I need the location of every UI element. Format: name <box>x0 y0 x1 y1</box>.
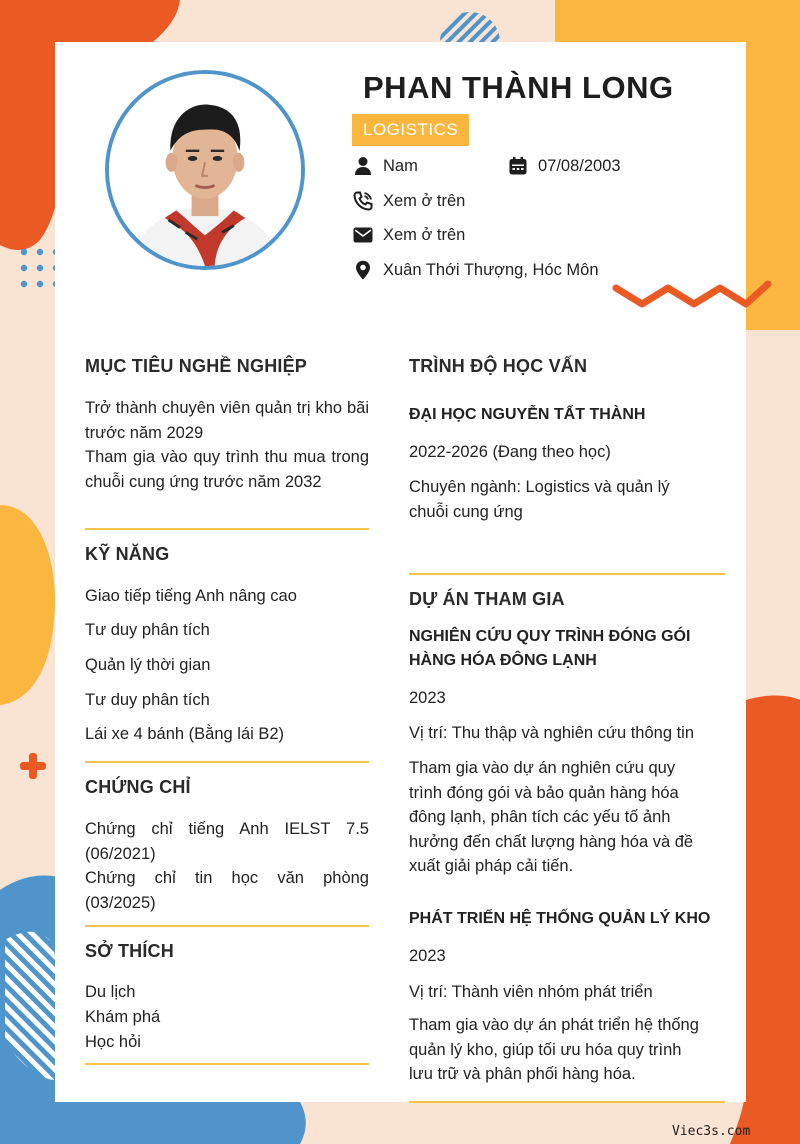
birthdate-row <box>508 156 621 176</box>
objective-title: MỤC TIÊU NGHỀ NGHIỆP <box>85 356 308 376</box>
projects-title: DỰ ÁN THAM GIA <box>409 589 565 609</box>
section-divider <box>85 761 369 763</box>
project-position: Vị trí: Thu thập và nghiên cứu thông tin <box>409 724 695 742</box>
phone-icon <box>353 191 373 211</box>
skills-title: KỸ NĂNG <box>85 544 170 564</box>
certificates-title: CHỨNG CHỈ <box>85 777 191 797</box>
role-badge: LOGISTICS <box>352 114 469 146</box>
section-divider <box>85 1063 369 1065</box>
project-year: 2023 <box>409 689 446 707</box>
skill-item: Giao tiếp tiếng Anh nâng cao <box>85 587 297 605</box>
project-position: Vị trí: Thành viên nhóm phát triển <box>409 983 653 1001</box>
gender-row <box>353 156 418 176</box>
avatar-photo <box>109 74 301 266</box>
hobby-item: Khám phá <box>85 1008 161 1026</box>
section-divider <box>85 528 369 530</box>
email-row <box>353 225 465 245</box>
education-period: 2022-2026 (Đang theo học) <box>409 443 611 461</box>
section-divider <box>409 573 725 575</box>
project-description: Tham gia vào dự án nghiên cứu quy trình đóng gói và bảo quản hàng hóa đông lạnh, phân tích các yếu tố ảnh hưởng đến chất lượng hàng hóa và đề xuất giải pháp cải tiến. <box>409 759 694 875</box>
hobby-item: Học hỏi <box>85 1033 141 1051</box>
project-description: Tham gia vào dự án phát triển hệ thống quản lý kho, giúp tối ưu hóa quy trình lưu trữ và phân phối hàng hóa. <box>409 1016 699 1083</box>
avatar <box>105 70 305 270</box>
section-divider <box>85 925 369 927</box>
address-value: Xuân Thới Thượng, Hóc Môn <box>383 260 599 279</box>
zigzag-decoration <box>612 276 772 310</box>
gender-value: Nam <box>383 156 418 175</box>
certificate-item: Chứng chỉ tiếng Anh IELST 7.5 (06/2021) <box>85 820 369 863</box>
phone-value: Xem ở trên <box>383 191 466 210</box>
skill-item: Tư duy phân tích <box>85 621 210 639</box>
hobby-item: Du lịch <box>85 983 136 1001</box>
email-value: Xem ở trên <box>383 225 466 244</box>
objective-line-1: Trở thành chuyên viên quản trị kho bãi trước năm 2029 <box>85 399 369 442</box>
candidate-name: PHAN THÀNH LONG <box>363 70 674 105</box>
plus-decoration <box>20 753 46 779</box>
certificate-item: Chứng chỉ tin học văn phòng (03/2025) <box>85 869 369 912</box>
school-name: ĐẠI HỌC NGUYỄN TẤT THÀNH <box>409 406 646 423</box>
skill-item: Lái xe 4 bánh (Bằng lái B2) <box>85 725 285 743</box>
education-title: TRÌNH ĐỘ HỌC VẤN <box>409 356 588 376</box>
person-icon <box>353 156 373 176</box>
address-row <box>353 260 599 280</box>
skill-item: Tư duy phân tích <box>85 691 210 709</box>
project-year: 2023 <box>409 947 446 965</box>
calendar-icon <box>508 156 528 176</box>
birthdate-value: 07/08/2003 <box>538 156 621 175</box>
objective-line-2: Tham gia vào quy trình thu mua trong chuỗi cung ứng trước năm 2032 <box>85 448 369 491</box>
education-major: Chuyên ngành: Logistics và quản lý chuỗi cung ứng <box>409 478 670 521</box>
hobbies-title: SỞ THÍCH <box>85 941 174 961</box>
section-divider <box>409 1101 725 1103</box>
yellow-blob-left <box>0 505 55 705</box>
envelope-icon <box>353 225 373 245</box>
location-pin-icon <box>353 260 373 280</box>
phone-row <box>353 191 465 211</box>
brand-watermark: Viec3s.com <box>672 1124 751 1139</box>
skill-item: Quản lý thời gian <box>85 656 211 674</box>
project-name: PHÁT TRIỂN HỆ THỐNG QUẢN LÝ KHO <box>409 910 711 927</box>
project-name: NGHIÊN CỨU QUY TRÌNH ĐÓNG GÓI HÀNG HÓA ĐÔNG LẠNH <box>409 628 691 669</box>
